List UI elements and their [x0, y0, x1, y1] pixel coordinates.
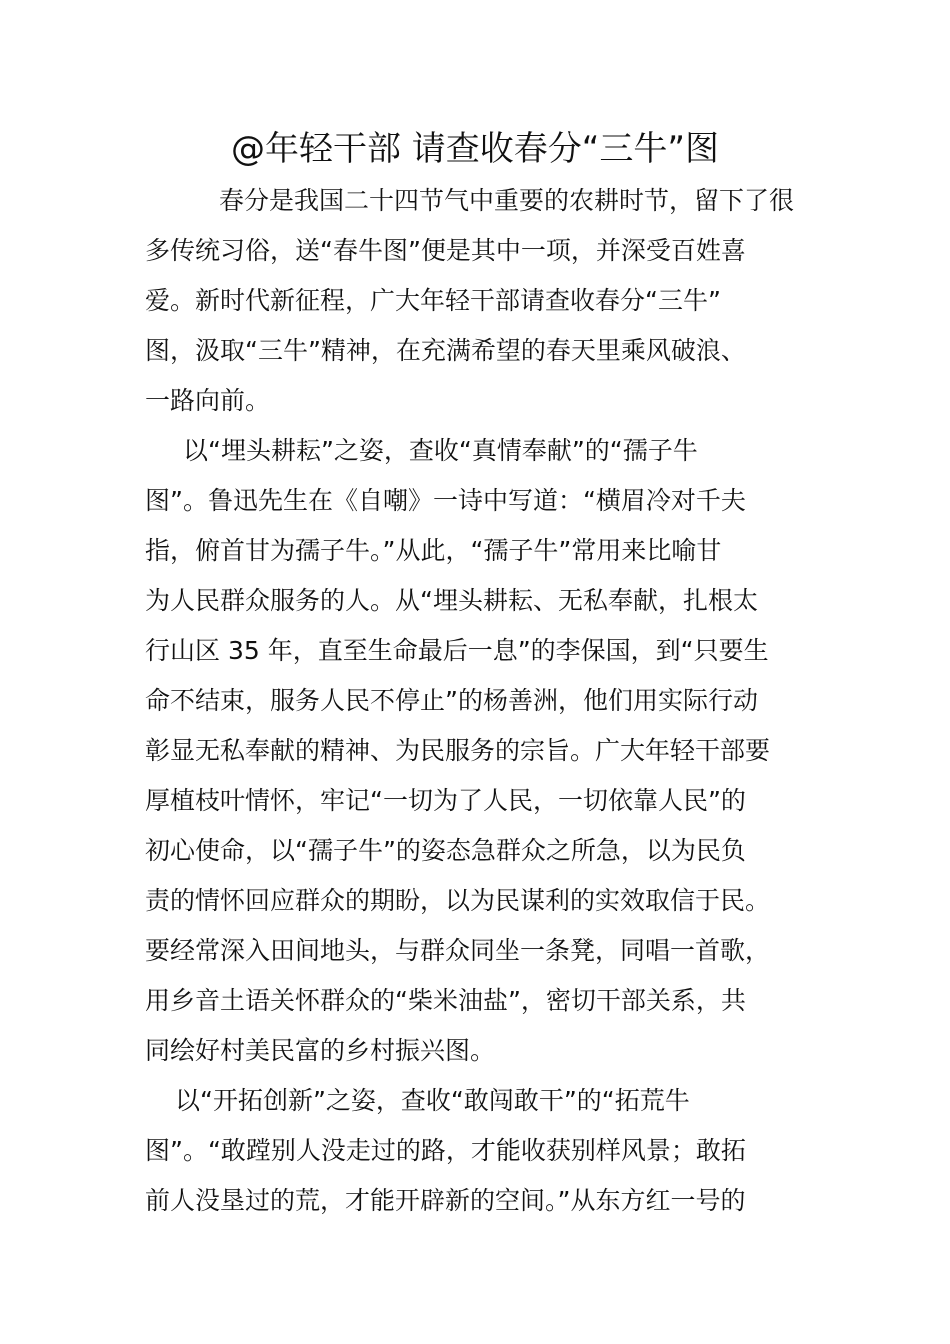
paragraph-3-line-2: 图”。“敢蹚别人没走过的路，才能收获别样风景；敢拓 — [145, 1136, 746, 1165]
paragraph-2-line-4: 为人民群众服务的人。从“埋头耕耘、无私奉献，扎根太 — [145, 586, 758, 615]
paragraph-3-line-3: 前人没垦过的荒，才能开辟新的空间。”从东方红一号的 — [145, 1186, 746, 1215]
paragraph-2-line-9: 初心使命，以“孺子牛”的姿态急群众之所急，以为民负 — [145, 836, 746, 865]
paragraph-2-line-6: 命不结束，服务人民不停止”的杨善洲，他们用实际行动 — [145, 686, 758, 715]
paragraph-3-line-1: 以“开拓创新”之姿，查收“敢闯敢干”的“拓荒牛 — [175, 1086, 690, 1115]
paragraph-2-line-11: 要经常深入田间地头，与群众同坐一条凳，同唱一首歌， — [145, 936, 771, 965]
document-title: @年轻干部 请查收春分“三牛”图 — [230, 129, 720, 169]
paragraph-1-line-2: 多传统习俗，送“春牛图”便是其中一项，并深受百姓喜 — [145, 236, 746, 265]
paragraph-2-line-1: 以“埋头耕耘”之姿，查收“真情奉献”的“孺子牛 — [183, 436, 698, 465]
paragraph-2-line-10: 责的情怀回应群众的期盼，以为民谋利的实效取信于民。 — [145, 886, 771, 915]
paragraph-2-line-8: 厚植枝叶情怀，牢记“一切为了人民，一切依靠人民”的 — [145, 786, 746, 815]
paragraph-1-line-5: 一路向前。 — [145, 386, 271, 415]
paragraph-1-line-1: 春分是我国二十四节气中重要的农耕时节，留下了很 — [219, 186, 795, 215]
document-body — [145, 176, 815, 1226]
paragraph-1-line-3: 爱。新时代新征程，广大年轻干部请查收春分“三牛” — [145, 286, 721, 315]
paragraph-2-line-12: 用乡音土语关怀群众的“柴米油盐”，密切干部关系，共 — [145, 986, 746, 1015]
paragraph-2-line-2: 图”。鲁迅先生在《自嘲》一诗中写道：“横眉冷对千夫 — [145, 486, 746, 515]
paragraph-2-line-13: 同绘好村美民富的乡村振兴图。 — [145, 1036, 496, 1065]
paragraph-2-line-3: 指，俯首甘为孺子牛。”从此，“孺子牛”常用来比喻甘 — [145, 536, 722, 565]
paragraph-1-line-4: 图，汲取“三牛”精神，在充满希望的春天里乘风破浪、 — [145, 336, 746, 365]
paragraph-2-line-7: 彰显无私奉献的精神、为民服务的宗旨。广大年轻干部要 — [145, 736, 771, 765]
paragraph-2-line-5: 行山区 35 年，直至生命最后一息”的李保国，到“只要生 — [145, 636, 769, 665]
